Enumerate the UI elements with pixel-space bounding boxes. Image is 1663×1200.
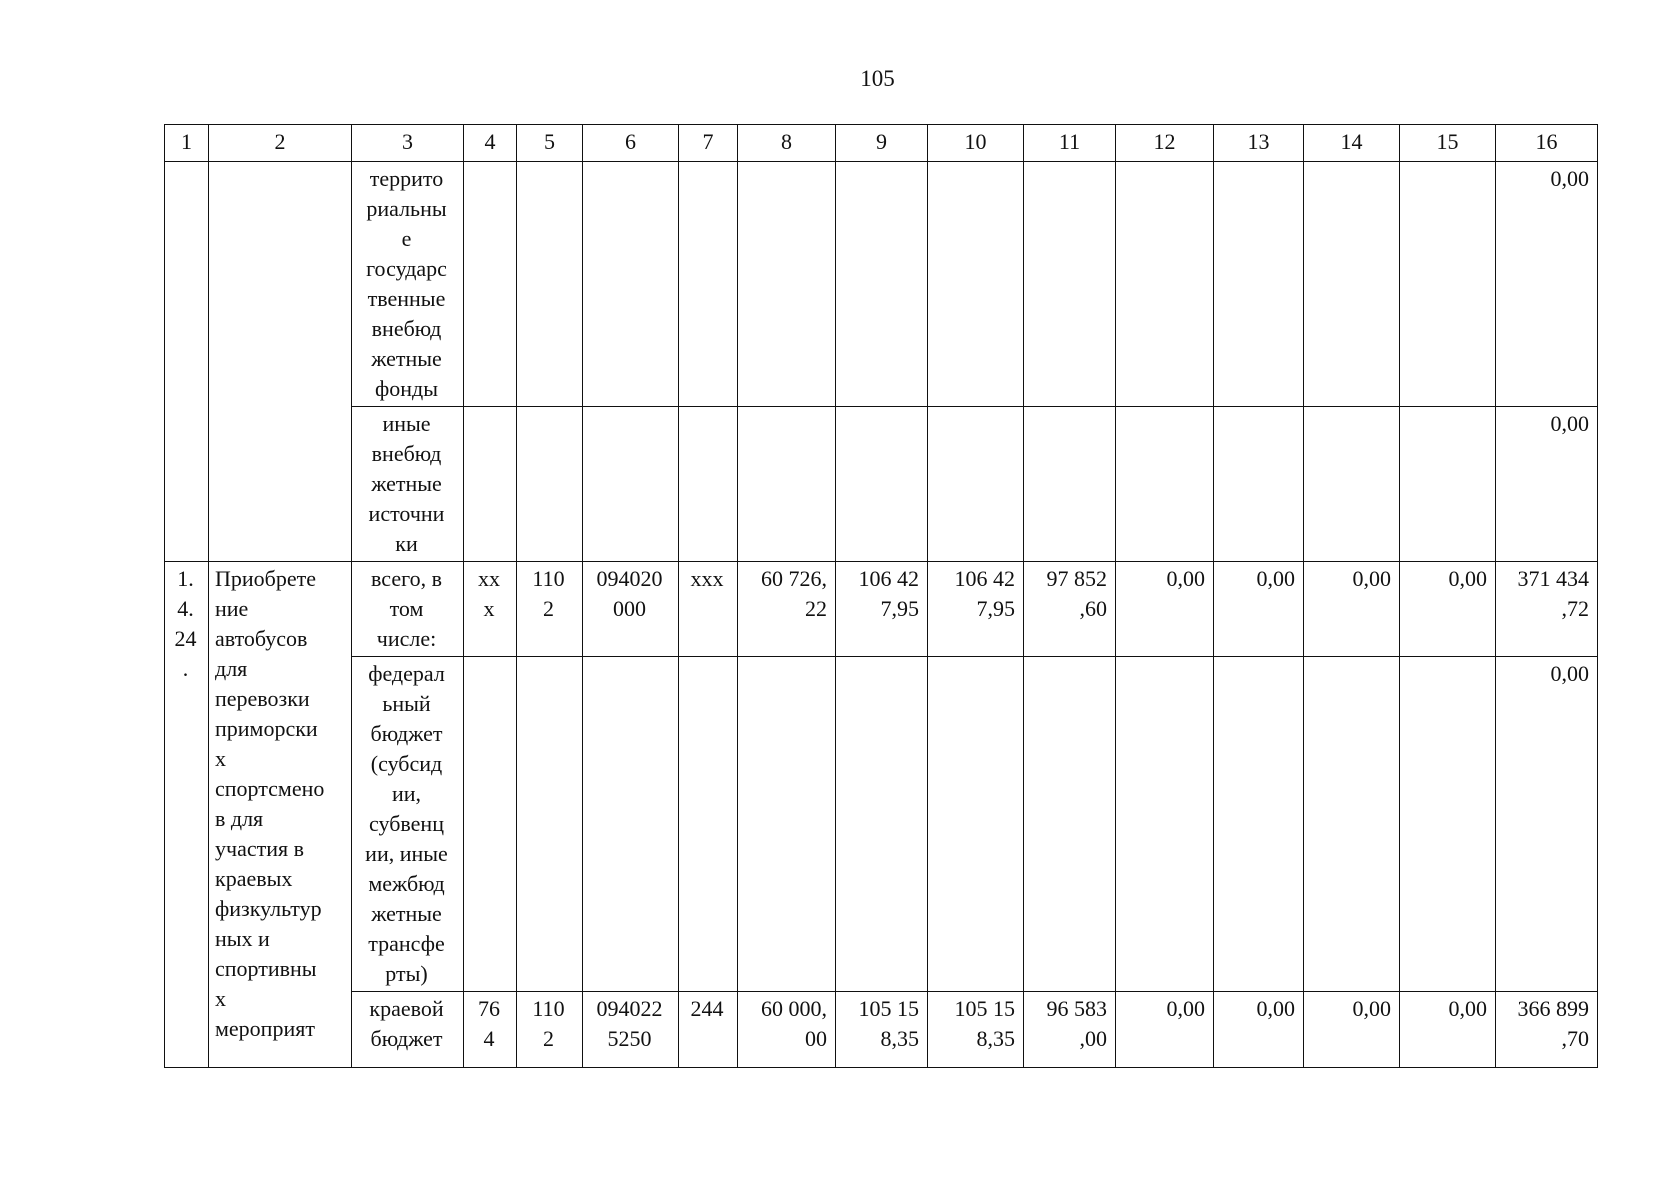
column-header: 16 — [1496, 125, 1598, 162]
column-header: 5 — [517, 125, 583, 162]
column-header: 15 — [1400, 125, 1496, 162]
table-row — [165, 657, 1598, 992]
empty-cell — [1304, 407, 1400, 562]
empty-cell — [464, 657, 517, 992]
col11-cell: 97 852 ,60 — [1024, 562, 1116, 657]
column-header: 3 — [352, 125, 464, 162]
col9-cell: 106 42 7,95 — [836, 562, 928, 657]
empty-cell — [1116, 657, 1214, 992]
empty-cell — [679, 407, 738, 562]
column-header: 4 — [464, 125, 517, 162]
column-header: 8 — [738, 125, 836, 162]
empty-cell — [1116, 407, 1214, 562]
col8-cell: 60 000, 00 — [738, 992, 836, 1068]
empty-cell — [1400, 407, 1496, 562]
empty-cell — [738, 657, 836, 992]
empty-cell — [517, 657, 583, 992]
col14-cell: 0,00 — [1304, 562, 1400, 657]
item-number-cell: 1. 4. 24 . — [165, 562, 209, 1068]
col8-cell: 60 726, 22 — [738, 562, 836, 657]
col15-cell: 0,00 — [1400, 992, 1496, 1068]
column-header: 7 — [679, 125, 738, 162]
empty-cell — [836, 162, 928, 407]
col13-cell: 0,00 — [1214, 992, 1304, 1068]
empty-cell — [679, 162, 738, 407]
empty-cell — [738, 162, 836, 407]
total-cell: 366 899 ,70 — [1496, 992, 1598, 1068]
empty-cell — [928, 657, 1024, 992]
funding-source-cell: краевой бюджет — [352, 992, 464, 1068]
empty-cell — [1024, 162, 1116, 407]
empty-cell — [1214, 657, 1304, 992]
col6-cell: 094022 5250 — [583, 992, 679, 1068]
column-header: 11 — [1024, 125, 1116, 162]
empty-cell — [464, 407, 517, 562]
column-header: 12 — [1116, 125, 1214, 162]
empty-cell — [836, 657, 928, 992]
funding-source-cell: террито риальны е государс твенные внебюд жетные фонды — [352, 162, 464, 407]
total-cell: 0,00 — [1496, 407, 1598, 562]
col6-cell: 094020 000 — [583, 562, 679, 657]
funding-source-cell: всего, в том числе: — [352, 562, 464, 657]
empty-cell — [1304, 657, 1400, 992]
col9-cell: 105 15 8,35 — [836, 992, 928, 1068]
table-row — [165, 407, 1598, 562]
empty-cell — [583, 657, 679, 992]
empty-cell — [928, 407, 1024, 562]
item-name-cell: Приобрете ние автобусов для перевозки приморски х спортсмено в для участия в краевых физкультур ных и спортивны х мероприят — [209, 562, 352, 1068]
budget-table — [164, 124, 1598, 1068]
col10-cell: 106 42 7,95 — [928, 562, 1024, 657]
col5-cell: 110 2 — [517, 562, 583, 657]
column-number-row — [165, 125, 1598, 162]
column-header: 1 — [165, 125, 209, 162]
total-cell: 0,00 — [1496, 162, 1598, 407]
empty-cell — [928, 162, 1024, 407]
col11-cell: 96 583 ,00 — [1024, 992, 1116, 1068]
name-cell — [209, 162, 352, 562]
empty-cell — [583, 407, 679, 562]
empty-cell — [1024, 407, 1116, 562]
col13-cell: 0,00 — [1214, 562, 1304, 657]
funding-source-cell: федерал ьный бюджет (субсид ии, субвенц ии, иные межбюд жетные трансфе рты) — [352, 657, 464, 992]
col14-cell: 0,00 — [1304, 992, 1400, 1068]
col7-cell: ххх — [679, 562, 738, 657]
column-header: 14 — [1304, 125, 1400, 162]
col15-cell: 0,00 — [1400, 562, 1496, 657]
column-header: 10 — [928, 125, 1024, 162]
page-number: 105 — [860, 66, 895, 91]
funding-source-cell: иные внебюд жетные источни ки — [352, 407, 464, 562]
number-cell — [165, 162, 209, 562]
col10-cell: 105 15 8,35 — [928, 992, 1024, 1068]
table-row — [165, 162, 1598, 407]
empty-cell — [464, 162, 517, 407]
empty-cell — [1304, 162, 1400, 407]
col7-cell: 244 — [679, 992, 738, 1068]
col12-cell: 0,00 — [1116, 992, 1214, 1068]
column-header: 2 — [209, 125, 352, 162]
col5-cell: 110 2 — [517, 992, 583, 1068]
empty-cell — [679, 657, 738, 992]
table-row — [165, 562, 1598, 657]
empty-cell — [1214, 162, 1304, 407]
col4-cell: 76 4 — [464, 992, 517, 1068]
column-header: 6 — [583, 125, 679, 162]
col4-cell: хх х — [464, 562, 517, 657]
empty-cell — [738, 407, 836, 562]
empty-cell — [1400, 657, 1496, 992]
total-cell: 371 434 ,72 — [1496, 562, 1598, 657]
total-cell: 0,00 — [1496, 657, 1598, 992]
table-row — [165, 992, 1598, 1068]
col12-cell: 0,00 — [1116, 562, 1214, 657]
empty-cell — [836, 407, 928, 562]
empty-cell — [1214, 407, 1304, 562]
empty-cell — [1024, 657, 1116, 992]
empty-cell — [1116, 162, 1214, 407]
empty-cell — [1400, 162, 1496, 407]
empty-cell — [583, 162, 679, 407]
column-header: 13 — [1214, 125, 1304, 162]
column-header: 9 — [836, 125, 928, 162]
empty-cell — [517, 407, 583, 562]
empty-cell — [517, 162, 583, 407]
